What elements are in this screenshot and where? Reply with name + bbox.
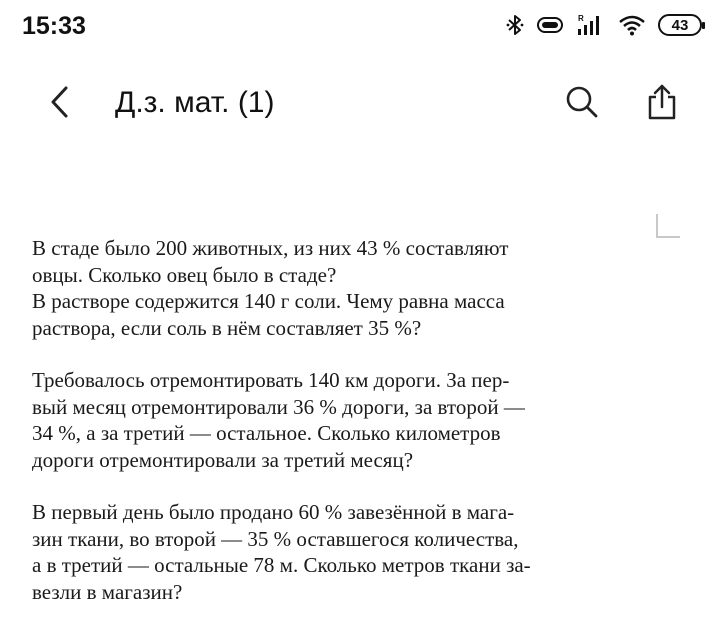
app-bar: [0, 72, 720, 136]
paragraph-gap: [32, 341, 662, 367]
text-line: 34 %, а за третий — остальное. Сколько километров: [32, 421, 501, 445]
text-line: вый месяц отремонтировали 36 % дороги, за второй —: [32, 394, 525, 419]
status-bar: [0, 0, 720, 56]
share-icon: [646, 83, 678, 126]
text-line: зин ткани, во второй — 35 % оставшегося количества,: [32, 526, 519, 551]
text-line: дороги отремонтировали за третий месяц?: [32, 447, 414, 472]
paragraph-gap: [32, 473, 662, 499]
text-line: В растворе содержится 140 г соли. Чему равна масса: [32, 289, 505, 313]
scanned-text: [32, 235, 662, 605]
document-page[interactable]: [0, 150, 720, 638]
wifi-icon: [618, 14, 646, 36]
vibrate-icon: [536, 15, 564, 35]
text-line: везли в магазин?: [32, 579, 183, 604]
back-button[interactable]: [38, 82, 82, 126]
svg-text:R: R: [578, 14, 584, 23]
battery-icon: 43: [658, 14, 702, 36]
share-button[interactable]: [638, 80, 686, 128]
signal-icon: [576, 13, 606, 37]
text-line: В первый день было продано 60 % завезённой в мага-: [32, 500, 515, 524]
status-icons: [506, 10, 702, 40]
status-time: 15:33: [22, 12, 86, 40]
text-line: В стаде было 200 животных, из них 43 % составляют: [32, 236, 509, 260]
bluetooth-icon: [506, 13, 524, 37]
text-line: а в третий — остальные 78 м. Сколько метров ткани за-: [32, 553, 531, 577]
text-line: Требовалось отремонтировать 140 км дороги. За пер-: [32, 368, 510, 392]
text-line: овцы. Сколько овец было в стаде?: [32, 262, 337, 287]
back-arrow-icon: [49, 85, 71, 124]
text-line: раствора, если соль в нём составляет 35 %?: [32, 315, 422, 340]
search-button[interactable]: [560, 82, 604, 126]
search-icon: [565, 85, 599, 124]
document-title: Д.з. мат. (1): [115, 86, 275, 119]
